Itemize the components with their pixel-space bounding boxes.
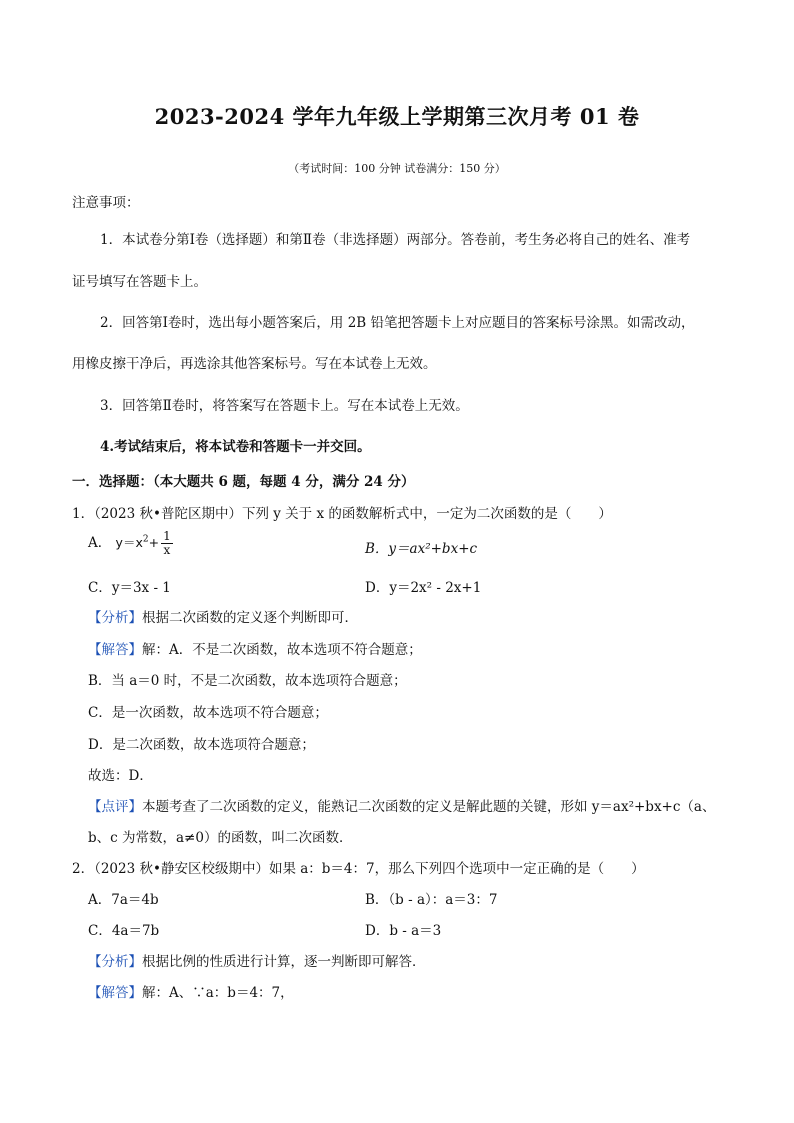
- analysis-text: 根据二次函数的定义逐个判断即可．: [142, 610, 358, 626]
- option-a-fraction: [161, 530, 173, 557]
- question-1-choice: 故选：D．: [88, 768, 153, 784]
- question-1-option-c: C．y＝3x - 1: [88, 580, 171, 596]
- option-a-plus: +: [148, 535, 160, 550]
- analysis-tag: 【分析】: [88, 610, 142, 626]
- notice-item-4: 4.考试结束后，将本试卷和答题卡一并交回。: [100, 439, 371, 455]
- notice-item-2-line-1: 2．回答第Ⅰ卷时，选出每小题答案后，用 2B 铅笔把答题卡上对应题目的答案标号涂黑。如需改动，: [100, 315, 695, 331]
- comment-tag: 【点评】: [88, 799, 142, 815]
- question-2-option-d: D．b - a＝3: [365, 923, 442, 939]
- analysis-tag: 【分析】: [88, 954, 142, 970]
- question-1-answer-d: D．是二次函数，故本选项符合题意；: [88, 737, 315, 753]
- page-title: 2023-2024 学年九年级上学期第三次月考 01 卷: [154, 104, 640, 129]
- answer-text: 解：A、∵a：b＝4：7，: [142, 985, 294, 1001]
- question-1-answer-b: B．当 a＝0 时，不是二次函数，故本选项符合题意；: [88, 673, 407, 689]
- question-2-option-a: A．7a＝4b: [88, 892, 159, 908]
- fraction-numerator: 1: [163, 529, 171, 543]
- question-2-option-c: C．4a＝7b: [88, 923, 160, 939]
- answer-tag: 【解答】: [88, 642, 142, 658]
- notice-item-1-line-1: 1．本试卷分第Ⅰ卷（选择题）和第Ⅱ卷（非选择题）两部分。答卷前，考生务必将自己的姓名、准考: [100, 232, 691, 248]
- exam-info: （考试时间：100 分钟 试卷满分：150 分）: [288, 162, 506, 175]
- notice-item-2-line-2: 用橡皮擦干净后，再选涂其他答案标号。写在本试卷上无效。: [72, 356, 437, 372]
- question-2-answer: [88, 981, 294, 1001]
- question-1-analysis: [88, 606, 358, 626]
- question-1-option-b: B．y＝ax²+bx+c: [365, 541, 478, 557]
- option-a-exponent: 2: [142, 534, 149, 545]
- notice-heading: 注意事项：: [72, 195, 140, 211]
- comment-text: 本题考查了二次函数的定义，能熟记二次函数的定义是解此题的关键，形如 y＝ax²+bx+c（a、: [142, 799, 716, 815]
- answer-text: 解：A．不是二次函数，故本选项不符合题意；: [142, 642, 422, 658]
- answer-tag: 【解答】: [88, 985, 142, 1001]
- option-a-expr: y＝x: [115, 535, 143, 550]
- fraction-denominator: x: [163, 543, 171, 557]
- notice-item-1-line-2: 证号填写在答题卡上。: [72, 274, 207, 290]
- question-2-analysis: [88, 950, 426, 970]
- question-1-option-d: D．y＝2x² - 2x+1: [365, 580, 482, 596]
- notice-item-3: 3．回答第Ⅱ卷时，将答案写在答题卡上。写在本试卷上无效。: [100, 398, 469, 414]
- option-a-label: A．: [88, 535, 112, 551]
- question-1-comment: [88, 795, 715, 815]
- question-1-stem: 1．（2023 秋•普陀区期中）下列 y 关于 x 的函数解析式中，一定为二次函数的是（ ）: [72, 506, 612, 522]
- analysis-text: 根据比例的性质进行计算，逐一判断即可解答．: [142, 954, 426, 970]
- question-1-answer-c: C．是一次函数，故本选项不符合题意；: [88, 705, 328, 721]
- question-1-option-a: [88, 530, 173, 557]
- question-2-stem: 2．（2023 秋•静安区校级期中）如果 a：b＝4：7，那么下列四个选项中一定正确的是（ ）: [72, 861, 645, 877]
- question-2-option-b: B．（b - a）：a＝3：7: [365, 892, 498, 908]
- section-heading: 一．选择题：（本大题共 6 题，每题 4 分，满分 24 分）: [72, 474, 415, 490]
- question-1-answer: [88, 638, 422, 658]
- question-1-comment-line-2: b、c 为常数，a≠0）的函数，叫二次函数．: [88, 830, 353, 846]
